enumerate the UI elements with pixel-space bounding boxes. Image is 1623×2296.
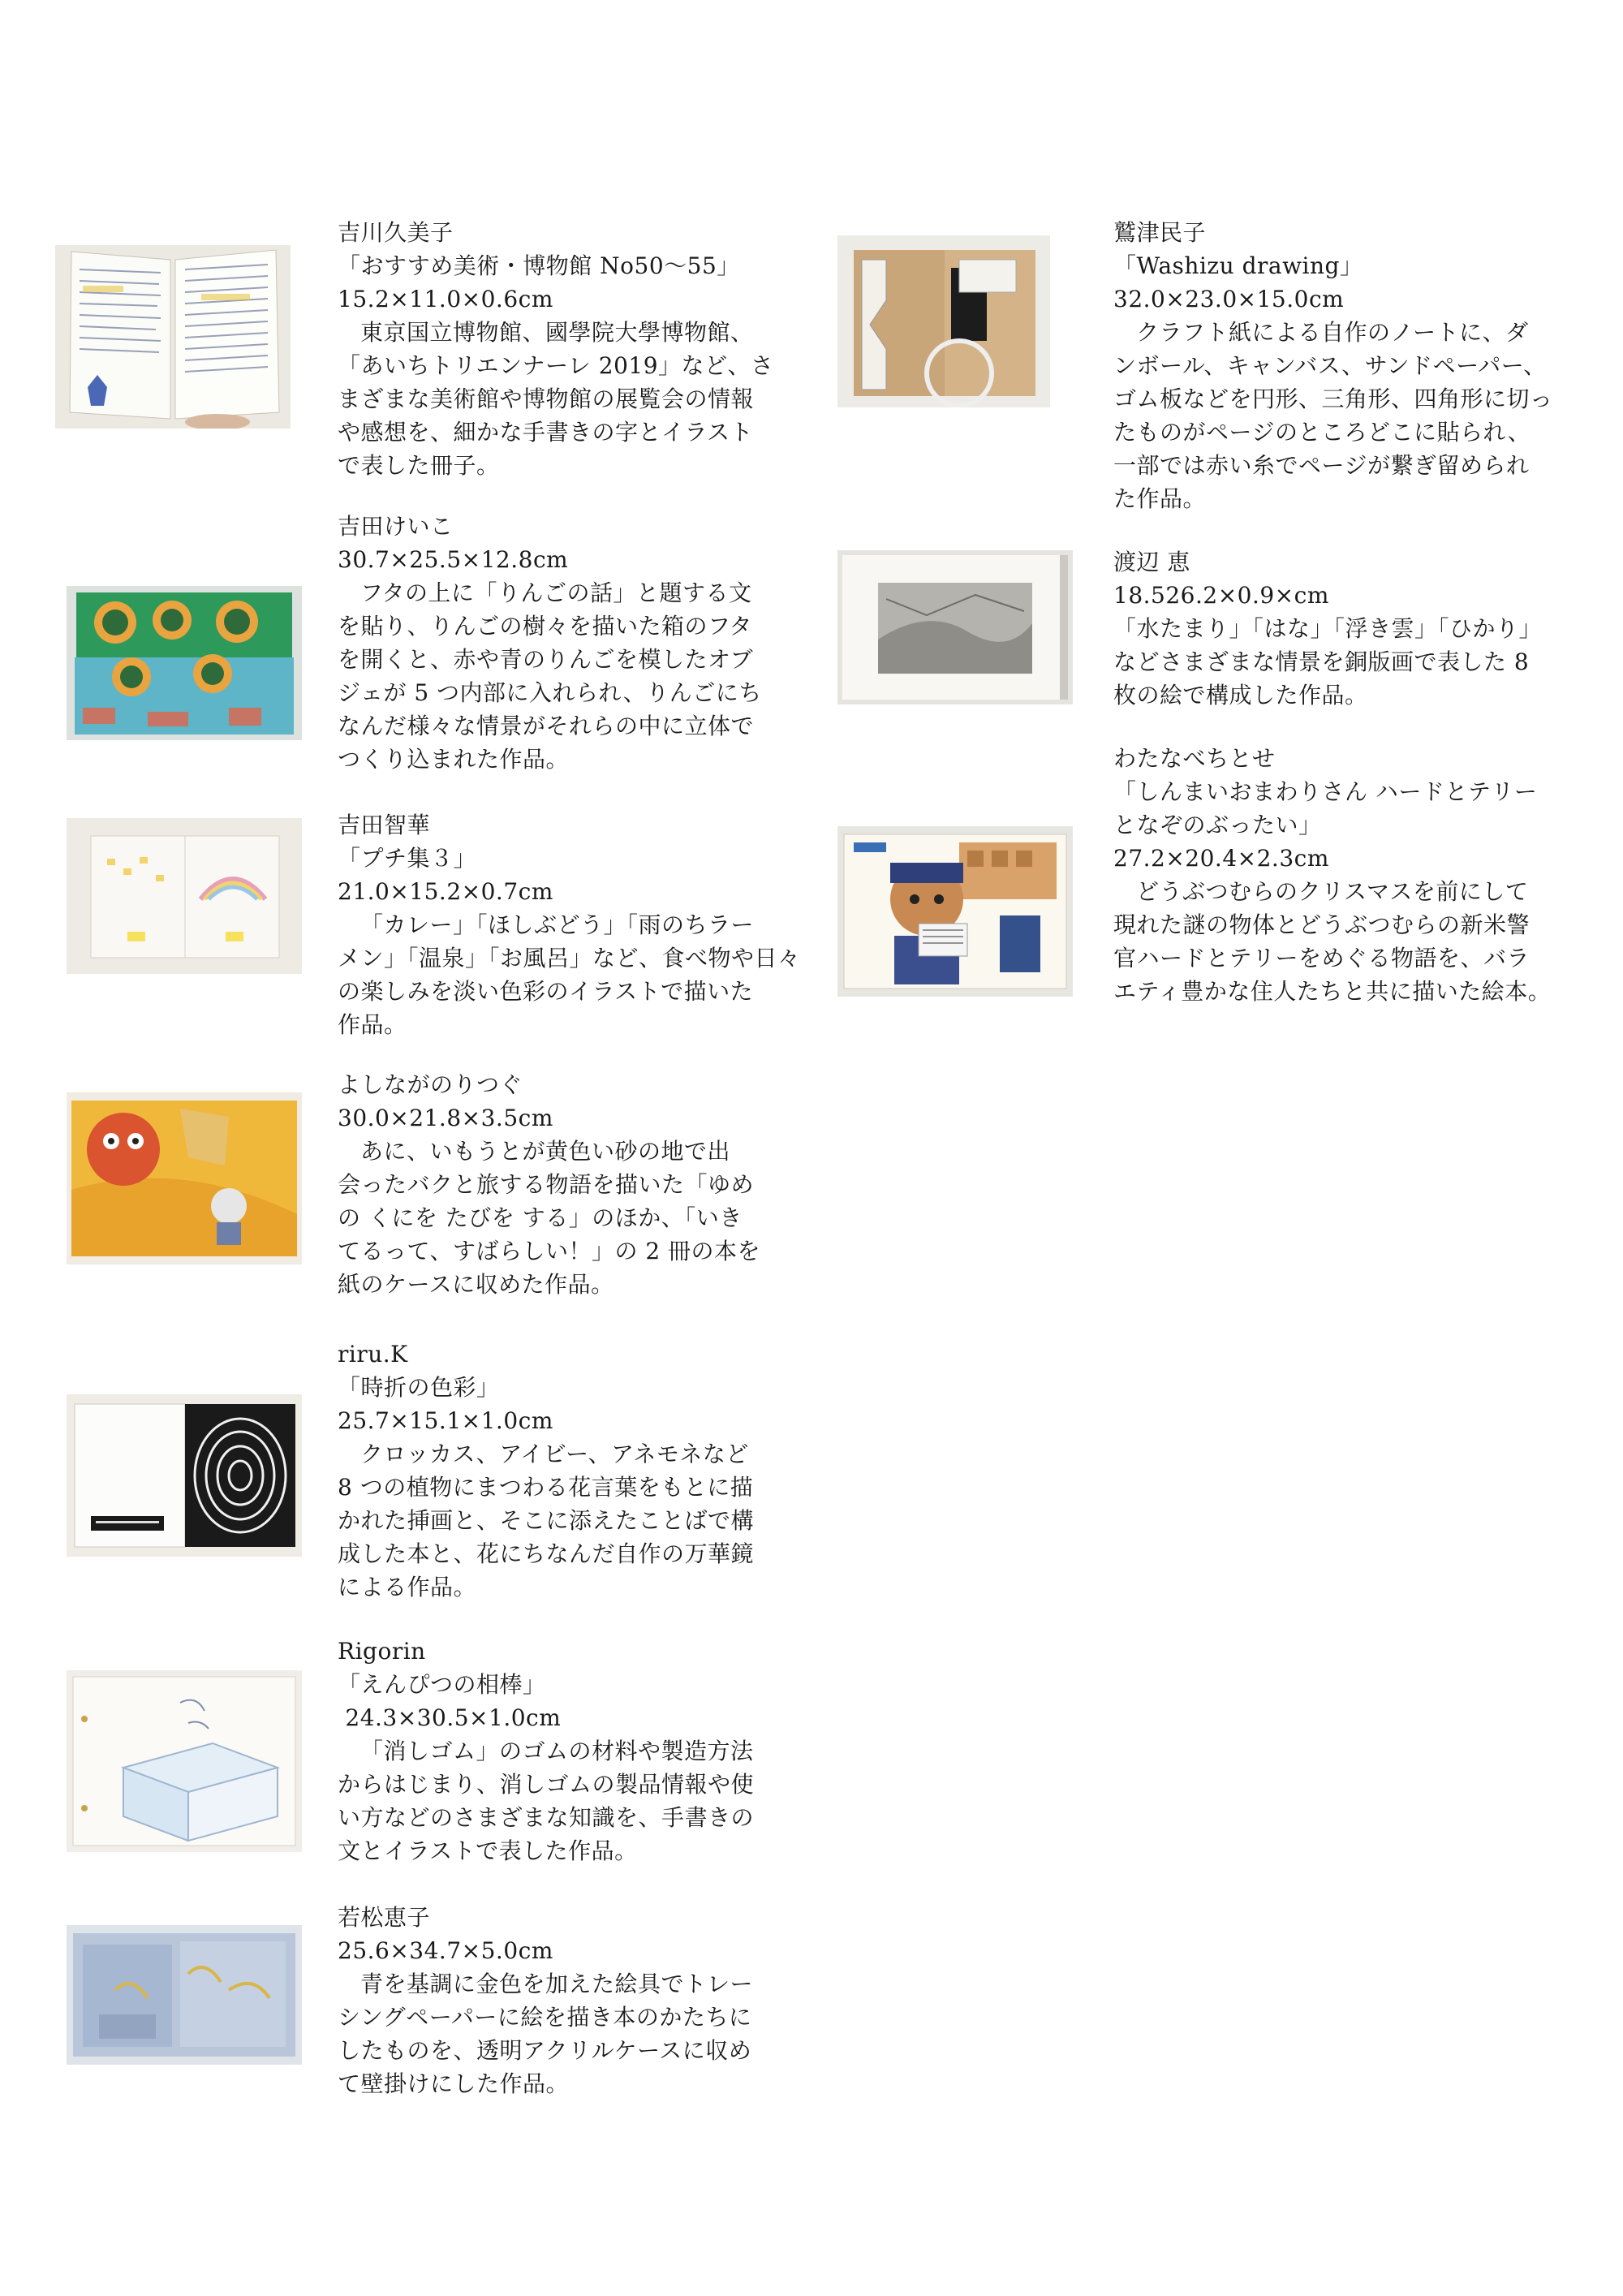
description-line: クラフト紙による自作のノートに、ダ — [1136, 319, 1529, 346]
description-line: シングペーパーに絵を描き本のかたちに — [338, 2004, 752, 2031]
description-line: た作品。 — [1113, 485, 1207, 512]
description-line: 作品。 — [338, 1011, 407, 1038]
work-title: 「おすすめ美術・博物館 No50〜55」 — [338, 252, 740, 279]
work-dimensions: 25.7×15.1×1.0cm — [338, 1407, 553, 1434]
work-title: 「時折の色彩」 — [338, 1374, 500, 1401]
description-line: たものがページのところどこに貼られ、 — [1113, 419, 1531, 446]
artist-name: 吉川久美子 — [338, 219, 454, 246]
description-line: まざまな美術館や博物館の展覧会の情報 — [338, 386, 755, 412]
artist-name: よしながのりつぐ — [338, 1071, 523, 1098]
description-line: 「水たまり」「はな」「浮き雲」「ひかり」 — [1113, 615, 1543, 642]
description-line: や感想を、細かな手書きの字とイラスト — [338, 419, 754, 446]
artist-name: 若松恵子 — [338, 1904, 431, 1931]
description-line: メン」「温泉」「お風呂」など、食べ物や日々 — [338, 945, 801, 971]
entry-text — [338, 1635, 754, 1867]
work-dimensions: 30.7×25.5×12.8cm — [338, 546, 569, 573]
artist-name: 鷲津民子 — [1113, 219, 1207, 246]
work-description — [338, 576, 762, 776]
description-line: 文とイラストで表した作品。 — [338, 1837, 638, 1864]
description-line: ゴム板などを円形、三角形、四角形に切っ — [1113, 386, 1553, 412]
work-title: 「えんぴつの相棒」 — [338, 1671, 546, 1698]
entry-text — [338, 510, 762, 776]
eraser-drawing-photo — [67, 1670, 302, 1852]
description-line: どうぶつむらのクリスマスを前にして — [1136, 878, 1529, 905]
work-description — [1113, 316, 1553, 515]
description-line: てるって、すばらしい！」の 2 冊の本を — [338, 1238, 761, 1264]
description-line: からはじまり、消しゴムの製品情報や使 — [338, 1771, 755, 1798]
description-line: の くにを たびを する」のほか、「いき — [338, 1204, 743, 1231]
description-line: 紙のケースに収めた作品。 — [338, 1271, 614, 1298]
work-title-continued: となぞのぶったい」 — [1113, 812, 1322, 838]
work-dimensions: 18.526.2×0.9×cm — [1113, 582, 1329, 609]
work-description — [338, 1437, 754, 1604]
entry-text — [338, 1901, 753, 2100]
description-line: あに、いもうとが黄色い砂の地で出 — [360, 1138, 731, 1165]
police-dog-picture-book-photo — [837, 826, 1073, 997]
work-description — [338, 1967, 753, 2100]
work-title: 「Washizu drawing」 — [1113, 252, 1363, 279]
artist-name: 吉田智華 — [338, 812, 431, 838]
description-line: 青を基調に金色を加えた絵具でトレー — [360, 1971, 753, 1997]
blue-tracing-paper-book-photo — [67, 1925, 302, 2065]
work-dimensions: 32.0×23.0×15.0cm — [1113, 286, 1345, 312]
monochrome-swirl-book-photo — [67, 1394, 302, 1557]
description-line: なんだ様々な情景がそれらの中に立体で — [338, 713, 755, 739]
description-line: 8 つの植物にまつわる花言葉をもとに描 — [338, 1474, 754, 1501]
entry-text — [1113, 545, 1542, 712]
description-line: 成した本と、花にちなんだ自作の万華鏡 — [338, 1540, 755, 1567]
work-dimensions: 30.0×21.8×3.5cm — [338, 1105, 553, 1131]
description-line: の楽しみを淡い色彩のイラストで描いた — [338, 978, 754, 1005]
description-line: 「カレー」「ほしぶどう」「雨のちラー — [360, 911, 755, 938]
description-line: 会ったバクと旅する物語を描いた「ゆめ — [338, 1171, 755, 1198]
artist-name: riru.K — [338, 1341, 408, 1368]
entry-text — [338, 1338, 754, 1604]
description-line: で表した冊子。 — [338, 452, 500, 479]
handwritten-notebook-photo — [55, 245, 291, 429]
description-line: かれた挿画と、そこに添えたことばで構 — [338, 1507, 755, 1534]
yellow-desert-book-photo — [67, 1092, 302, 1264]
description-line: による作品。 — [338, 1574, 477, 1600]
description-line: を開くと、赤や青のりんごを模したオブ — [338, 646, 754, 673]
work-description — [338, 908, 801, 1041]
description-line: い方などのさまざまな知識を、手書きの — [338, 1804, 755, 1831]
description-line: 枚の絵で構成した作品。 — [1113, 682, 1368, 709]
work-title: 「しんまいおまわりさん ハードとテリー — [1113, 778, 1538, 805]
description-line: を貼り、りんごの樹々を描いた箱のフタ — [338, 613, 753, 640]
etching-print-photo — [837, 550, 1073, 704]
pastel-book-photo — [67, 818, 302, 974]
artist-name: わたなべちとせ — [1113, 745, 1276, 772]
entry-text — [1113, 216, 1553, 515]
description-line: フタの上に「りんごの話」と題する文 — [360, 579, 752, 606]
description-line: つくり込まれた作品。 — [338, 746, 570, 773]
work-dimensions: 27.2×20.4×2.3cm — [1113, 845, 1329, 872]
entry-text — [338, 216, 774, 482]
work-title: 「プチ集３」 — [338, 845, 477, 872]
work-dimensions: 15.2×11.0×0.6cm — [338, 286, 553, 312]
description-line: 現れた謎の物体とどうぶつむらの新米警 — [1113, 911, 1530, 938]
work-dimensions: 24.3×30.5×1.0cm — [338, 1704, 562, 1731]
entry-text — [338, 1068, 760, 1301]
work-dimensions: 25.6×34.7×5.0cm — [338, 1937, 553, 1964]
work-description — [338, 316, 774, 482]
description-line: 東京国立博物館、國學院大學博物館、 — [360, 319, 754, 346]
work-dimensions: 21.0×15.2×0.7cm — [338, 878, 553, 905]
description-line: ンボール、キャンバス、サンドペーパー、 — [1113, 352, 1547, 379]
artist-name: 渡辺 恵 — [1113, 549, 1190, 575]
description-line: 「あいちトリエンナーレ 2019」など、さ — [338, 352, 774, 379]
description-line: エティ豊かな住人たちと共に描いた絵本。 — [1113, 978, 1552, 1005]
entry-text — [1113, 742, 1551, 1008]
work-description — [1113, 875, 1551, 1008]
description-line: などさまざまな情景を銅版画で表した 8 — [1113, 648, 1530, 675]
description-line: 「消しゴム」のゴムの材料や製造方法 — [360, 1738, 754, 1764]
description-line: したものを、透明アクリルケースに収め — [338, 2037, 752, 2064]
description-line: ジェが 5 つ内部に入れられ、りんごにち — [338, 679, 762, 706]
description-line: て壁掛けにした作品。 — [338, 2070, 570, 2097]
apple-box-photo — [67, 586, 302, 740]
description-line: 官ハードとテリーをめぐる物語を、バラ — [1113, 945, 1530, 971]
work-description — [338, 1734, 754, 1867]
entry-text — [338, 808, 801, 1041]
artist-name: Rigorin — [338, 1638, 426, 1665]
description-line: 一部では赤い糸でページが繋ぎ留められ — [1113, 452, 1530, 479]
work-description — [338, 1135, 760, 1301]
craft-paper-notebook-photo — [837, 235, 1050, 407]
artist-name: 吉田けいこ — [338, 513, 454, 540]
description-line: クロッカス、アイビー、アネモネなど — [360, 1441, 749, 1467]
